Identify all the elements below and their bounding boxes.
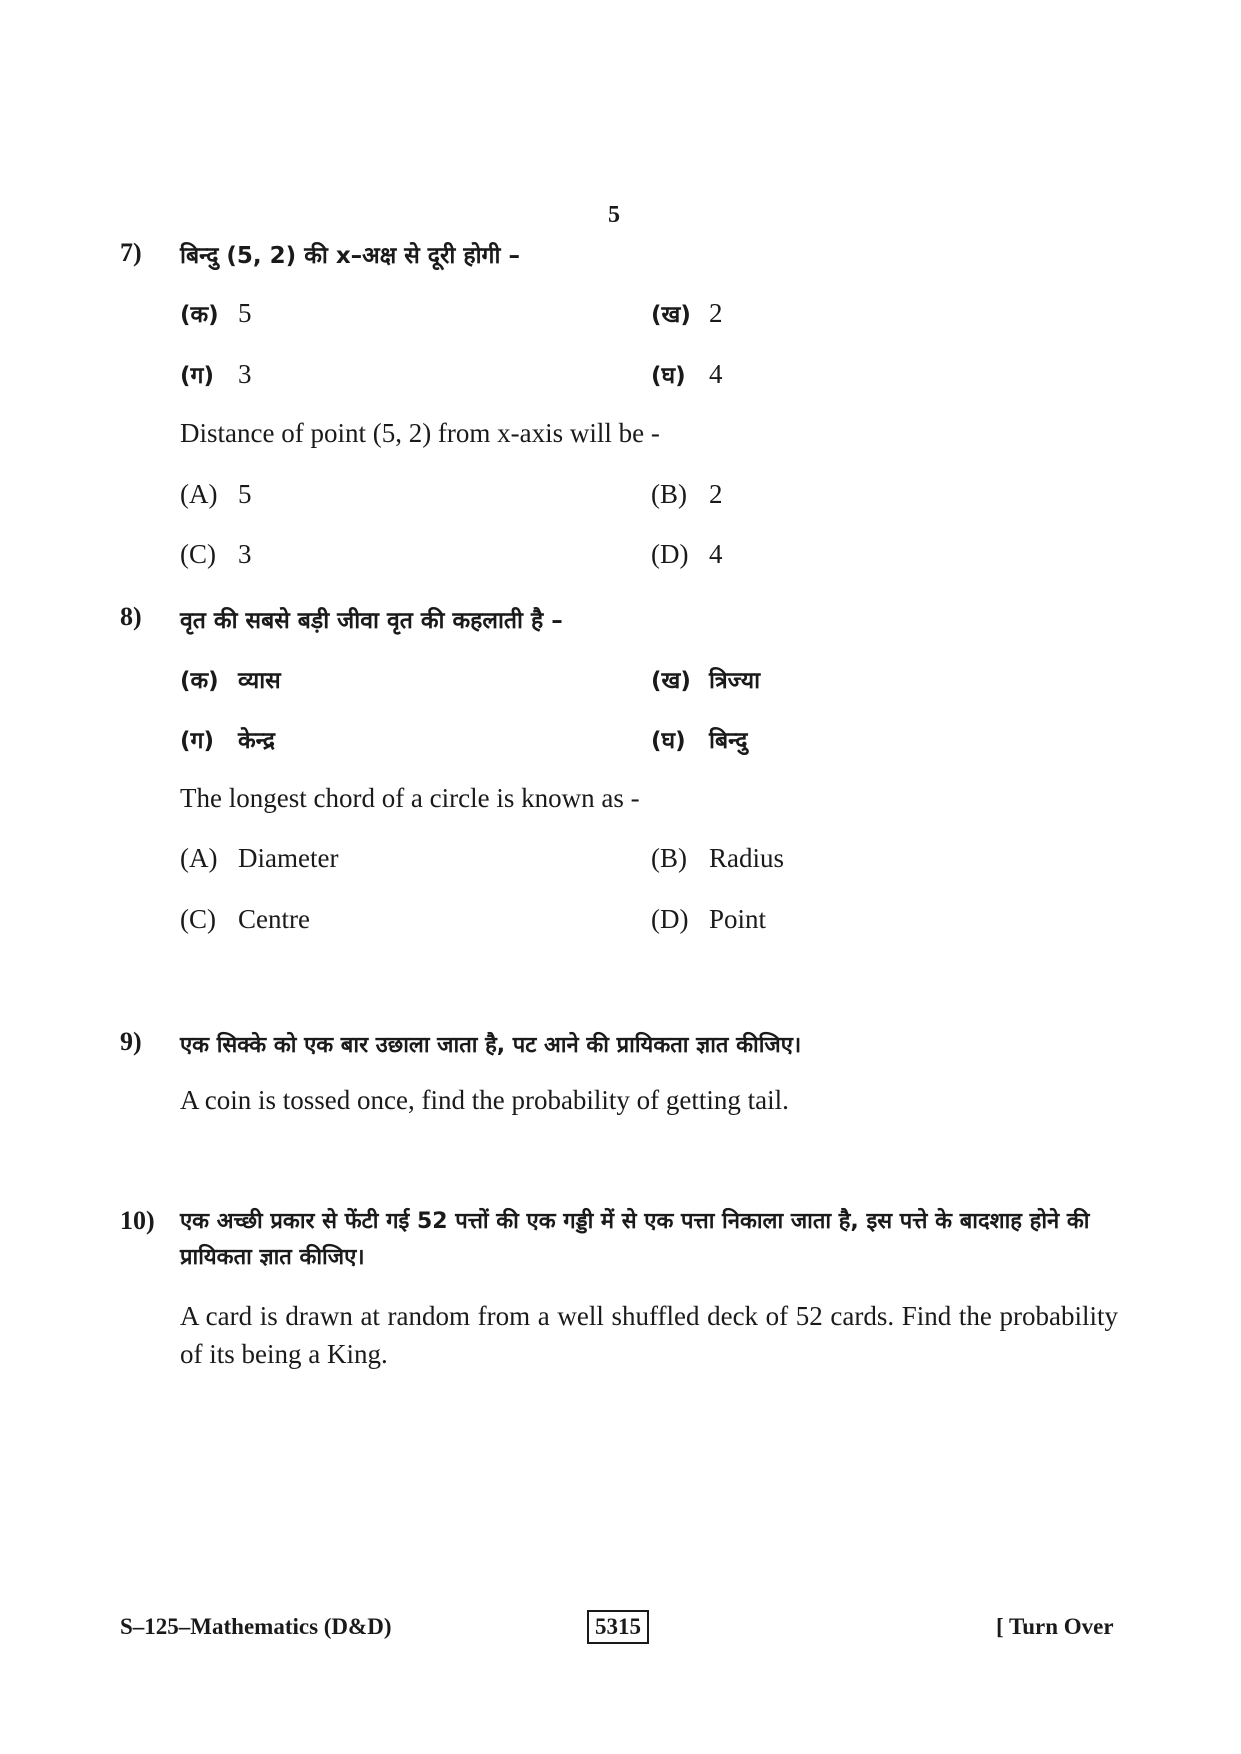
question-10-number: 10) bbox=[120, 1206, 155, 1235]
question-9-number: 9) bbox=[120, 1027, 142, 1056]
question-8-number: 8) bbox=[120, 602, 142, 631]
question-8-hindi-option-gha: (घ) बिन्दु bbox=[651, 728, 748, 754]
question-7-option-c: (C) 3 bbox=[180, 539, 252, 569]
footer-subject: S–125–Mathematics (D&D) bbox=[120, 1614, 392, 1639]
question-7-option-d: (D) 4 bbox=[651, 539, 723, 569]
question-9-english: A coin is tossed once, find the probability of getting tail. bbox=[180, 1085, 789, 1115]
question-8-option-b: (B) Radius bbox=[651, 843, 785, 873]
question-7-hindi-option-kha: (ख) 2 bbox=[651, 298, 723, 328]
question-7-hindi-option-ga: (ग) 3 bbox=[180, 359, 252, 389]
turn-over-label: [ Turn Over bbox=[996, 1614, 1114, 1639]
question-8-hindi-option-ka: (क) व्यास bbox=[180, 668, 281, 694]
question-7-hindi-option-ka: (क) 5 bbox=[180, 298, 252, 328]
question-8-hindi: वृत की सबसे बड़ी जीवा वृत की कहलाती है – bbox=[180, 608, 563, 634]
question-10-english: A card is drawn at random from a well shuffled deck of 52 cards. Find the probability of its being a King. bbox=[180, 1301, 1118, 1369]
question-10-hindi: एक अच्छी प्रकार से फेंटी गई 52 पत्तों की एक गड्डी में से एक पत्ता निकाला जाता है, इस पत्ते के बादशाह होने की प्रायिकता ज्ञात कीजिए। bbox=[180, 1209, 1090, 1270]
paper-code-box: 5315 bbox=[587, 1610, 649, 1644]
question-7-option-a: (A) 5 bbox=[180, 479, 252, 509]
question-7-hindi: बिन्दु (5, 2) की x–अक्ष से दूरी होगी – bbox=[180, 243, 520, 269]
question-7-option-b: (B) 2 bbox=[651, 479, 723, 509]
question-8-english: The longest chord of a circle is known as - bbox=[180, 783, 640, 813]
question-8-option-d: (D) Point bbox=[651, 904, 767, 934]
question-8-option-c: (C) Centre bbox=[180, 904, 310, 934]
question-9-hindi: एक सिक्के को एक बार उछाला जाता है, पट आने की प्रायिकता ज्ञात कीजिए। bbox=[180, 1033, 802, 1058]
question-7-number: 7) bbox=[120, 238, 142, 267]
page-number: 5 bbox=[608, 202, 620, 228]
question-7-english: Distance of point (5, 2) from x-axis will be - bbox=[180, 418, 660, 448]
question-7-hindi-option-gha: (घ) 4 bbox=[651, 359, 723, 389]
question-8-hindi-option-ga: (ग) केन्द्र bbox=[180, 728, 275, 754]
question-8-option-a: (A) Diameter bbox=[180, 843, 339, 873]
question-8-hindi-option-kha: (ख) त्रिज्या bbox=[651, 668, 761, 694]
